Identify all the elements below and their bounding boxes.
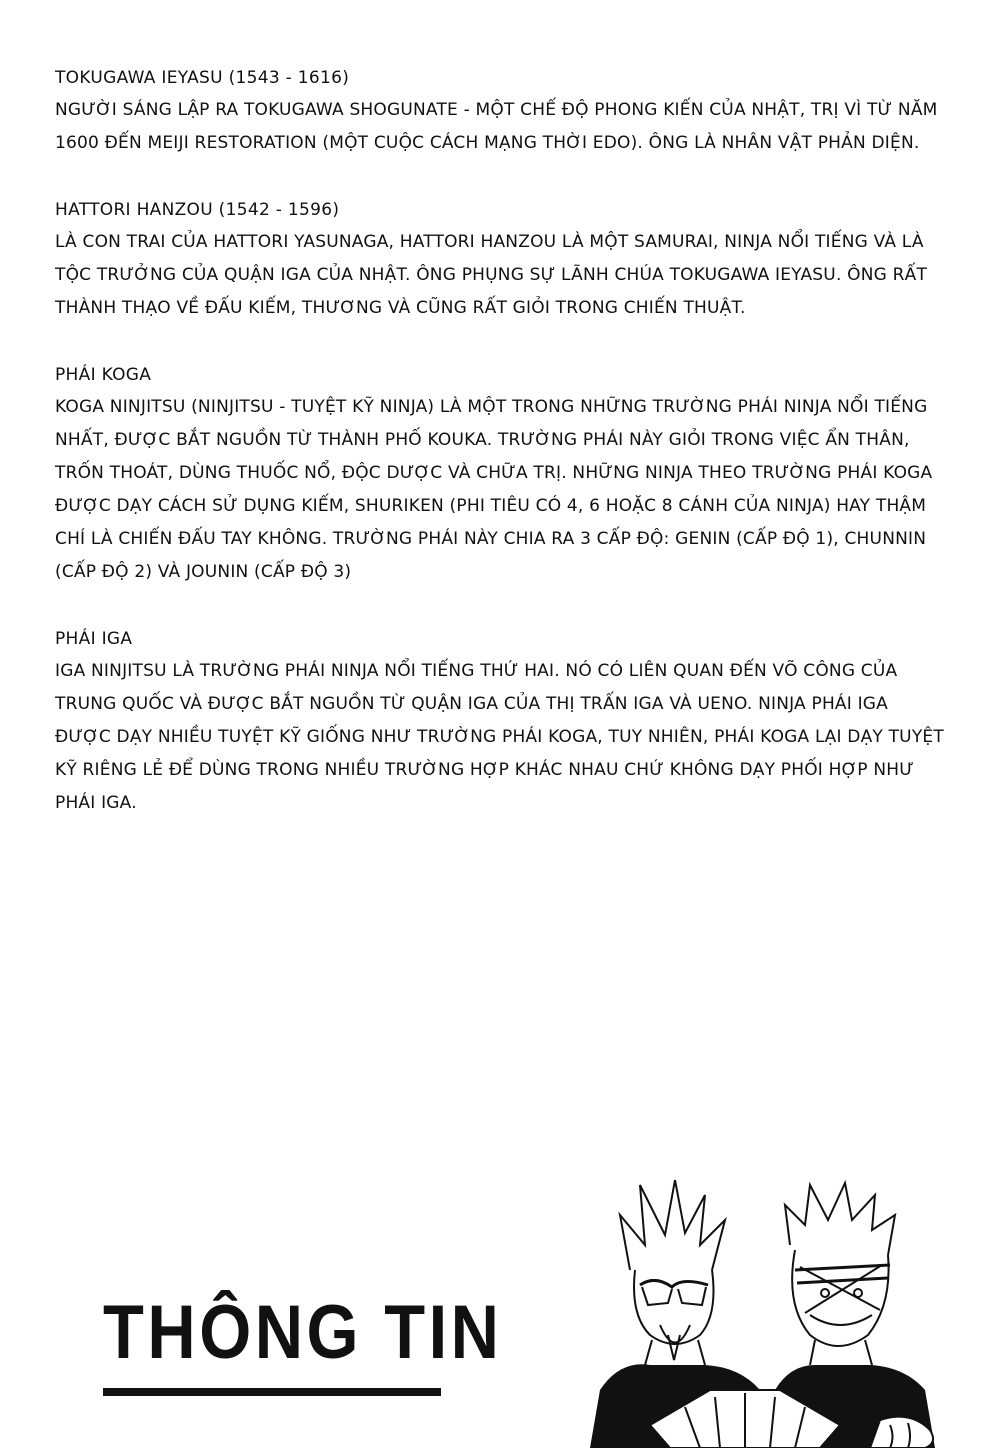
- section-title: PHÁI KOGA: [55, 365, 152, 385]
- section-tokugawa-ieyasu: [55, 62, 945, 160]
- two-ninja-characters-illustration: [590, 1175, 950, 1448]
- section-title: PHÁI IGA: [55, 629, 133, 649]
- section-phai-koga: [55, 359, 945, 589]
- section-body: KOGA NINJITSU (NINJITSU - TUYỆT KỸ NINJA) LÀ MỘT TRONG NHỮNG TRƯỜNG PHÁI NINJA NỔI TIẾNG NHẤT, ĐƯỢC BẮT NGUỒN TỪ THÀNH PHỐ KOUKA. TRƯỜNG PHÁI NÀY GIỎI TRONG VIỆC ẨN THÂN, TRỐN THOÁT, DÙNG THUỐC NỔ, ĐỘC DƯỢC VÀ CHỮA TRỊ. NHỮNG NINJA THEO TRƯỜNG PHÁI KOGA ĐƯỢC DẠY CÁCH SỬ DỤNG KIẾM, SHURIKEN (PHI TIÊU CÓ 4, 6 HOẶC 8 CÁNH CỦA NINJA) HAY THẬM CHÍ LÀ CHIẾN ĐẤU TAY KHÔNG. TRƯỜNG PHÁI NÀY CHIA RA 3 CẤP ĐỘ: GENIN (CẤP ĐỘ 1), CHUNNIN (CẤP ĐỘ 2) VÀ JOUNIN (CẤP ĐỘ 3): [55, 397, 933, 582]
- section-phai-iga: [55, 623, 945, 820]
- info-content: [55, 62, 945, 854]
- info-banner: [103, 1292, 557, 1374]
- section-body: IGA NINJITSU LÀ TRƯỜNG PHÁI NINJA NỔI TIẾNG THỨ HAI. NÓ CÓ LIÊN QUAN ĐẾN VÕ CÔNG CỦA TRUNG QUỐC VÀ ĐƯỢC BẮT NGUỒN TỪ QUẬN IGA CỦA THỊ TRẤN IGA VÀ UENO. NINJA PHÁI IGA ĐƯỢC DẠY NHIỀU TUYỆT KỸ GIỐNG NHƯ TRƯỜNG PHÁI KOGA, TUY NHIÊN, PHÁI KOGA LẠI DẠY TUYỆT KỸ RIÊNG LẺ ĐỂ DÙNG TRONG NHIỀU TRƯỜNG HỢP KHÁC NHAU CHỨ KHÔNG DẠY PHỐI HỢP NHƯ PHÁI IGA.: [55, 661, 944, 813]
- section-title: TOKUGAWA IEYASU (1543 - 1616): [55, 68, 350, 88]
- banner-underline: [103, 1388, 441, 1396]
- section-title: HATTORI HANZOU (1542 - 1596): [55, 200, 340, 220]
- section-hattori-hanzou: [55, 194, 945, 325]
- section-body: NGƯỜI SÁNG LẬP RA TOKUGAWA SHOGUNATE - MỘT CHẾ ĐỘ PHONG KIẾN CỦA NHẬT, TRỊ VÌ TỪ NĂM 1600 ĐẾN MEIJI RESTORATION (MỘT CUỘC CÁCH MẠNG THỜI EDO). ÔNG LÀ NHÂN VẬT PHẢN DIỆN.: [55, 100, 938, 153]
- section-body: LÀ CON TRAI CỦA HATTORI YASUNAGA, HATTORI HANZOU LÀ MỘT SAMURAI, NINJA NỔI TIẾNG VÀ LÀ TỘC TRƯỞNG CỦA QUẬN IGA CỦA NHẬT. ÔNG PHỤNG SỰ LÃNH CHÚA TOKUGAWA IEYASU. ÔNG RẤT THÀNH THẠO VỀ ĐẤU KIẾM, THƯƠNG VÀ CŨNG RẤT GIỎI TRONG CHIẾN THUẬT.: [55, 232, 928, 318]
- banner-title: THÔNG TIN: [103, 1290, 503, 1375]
